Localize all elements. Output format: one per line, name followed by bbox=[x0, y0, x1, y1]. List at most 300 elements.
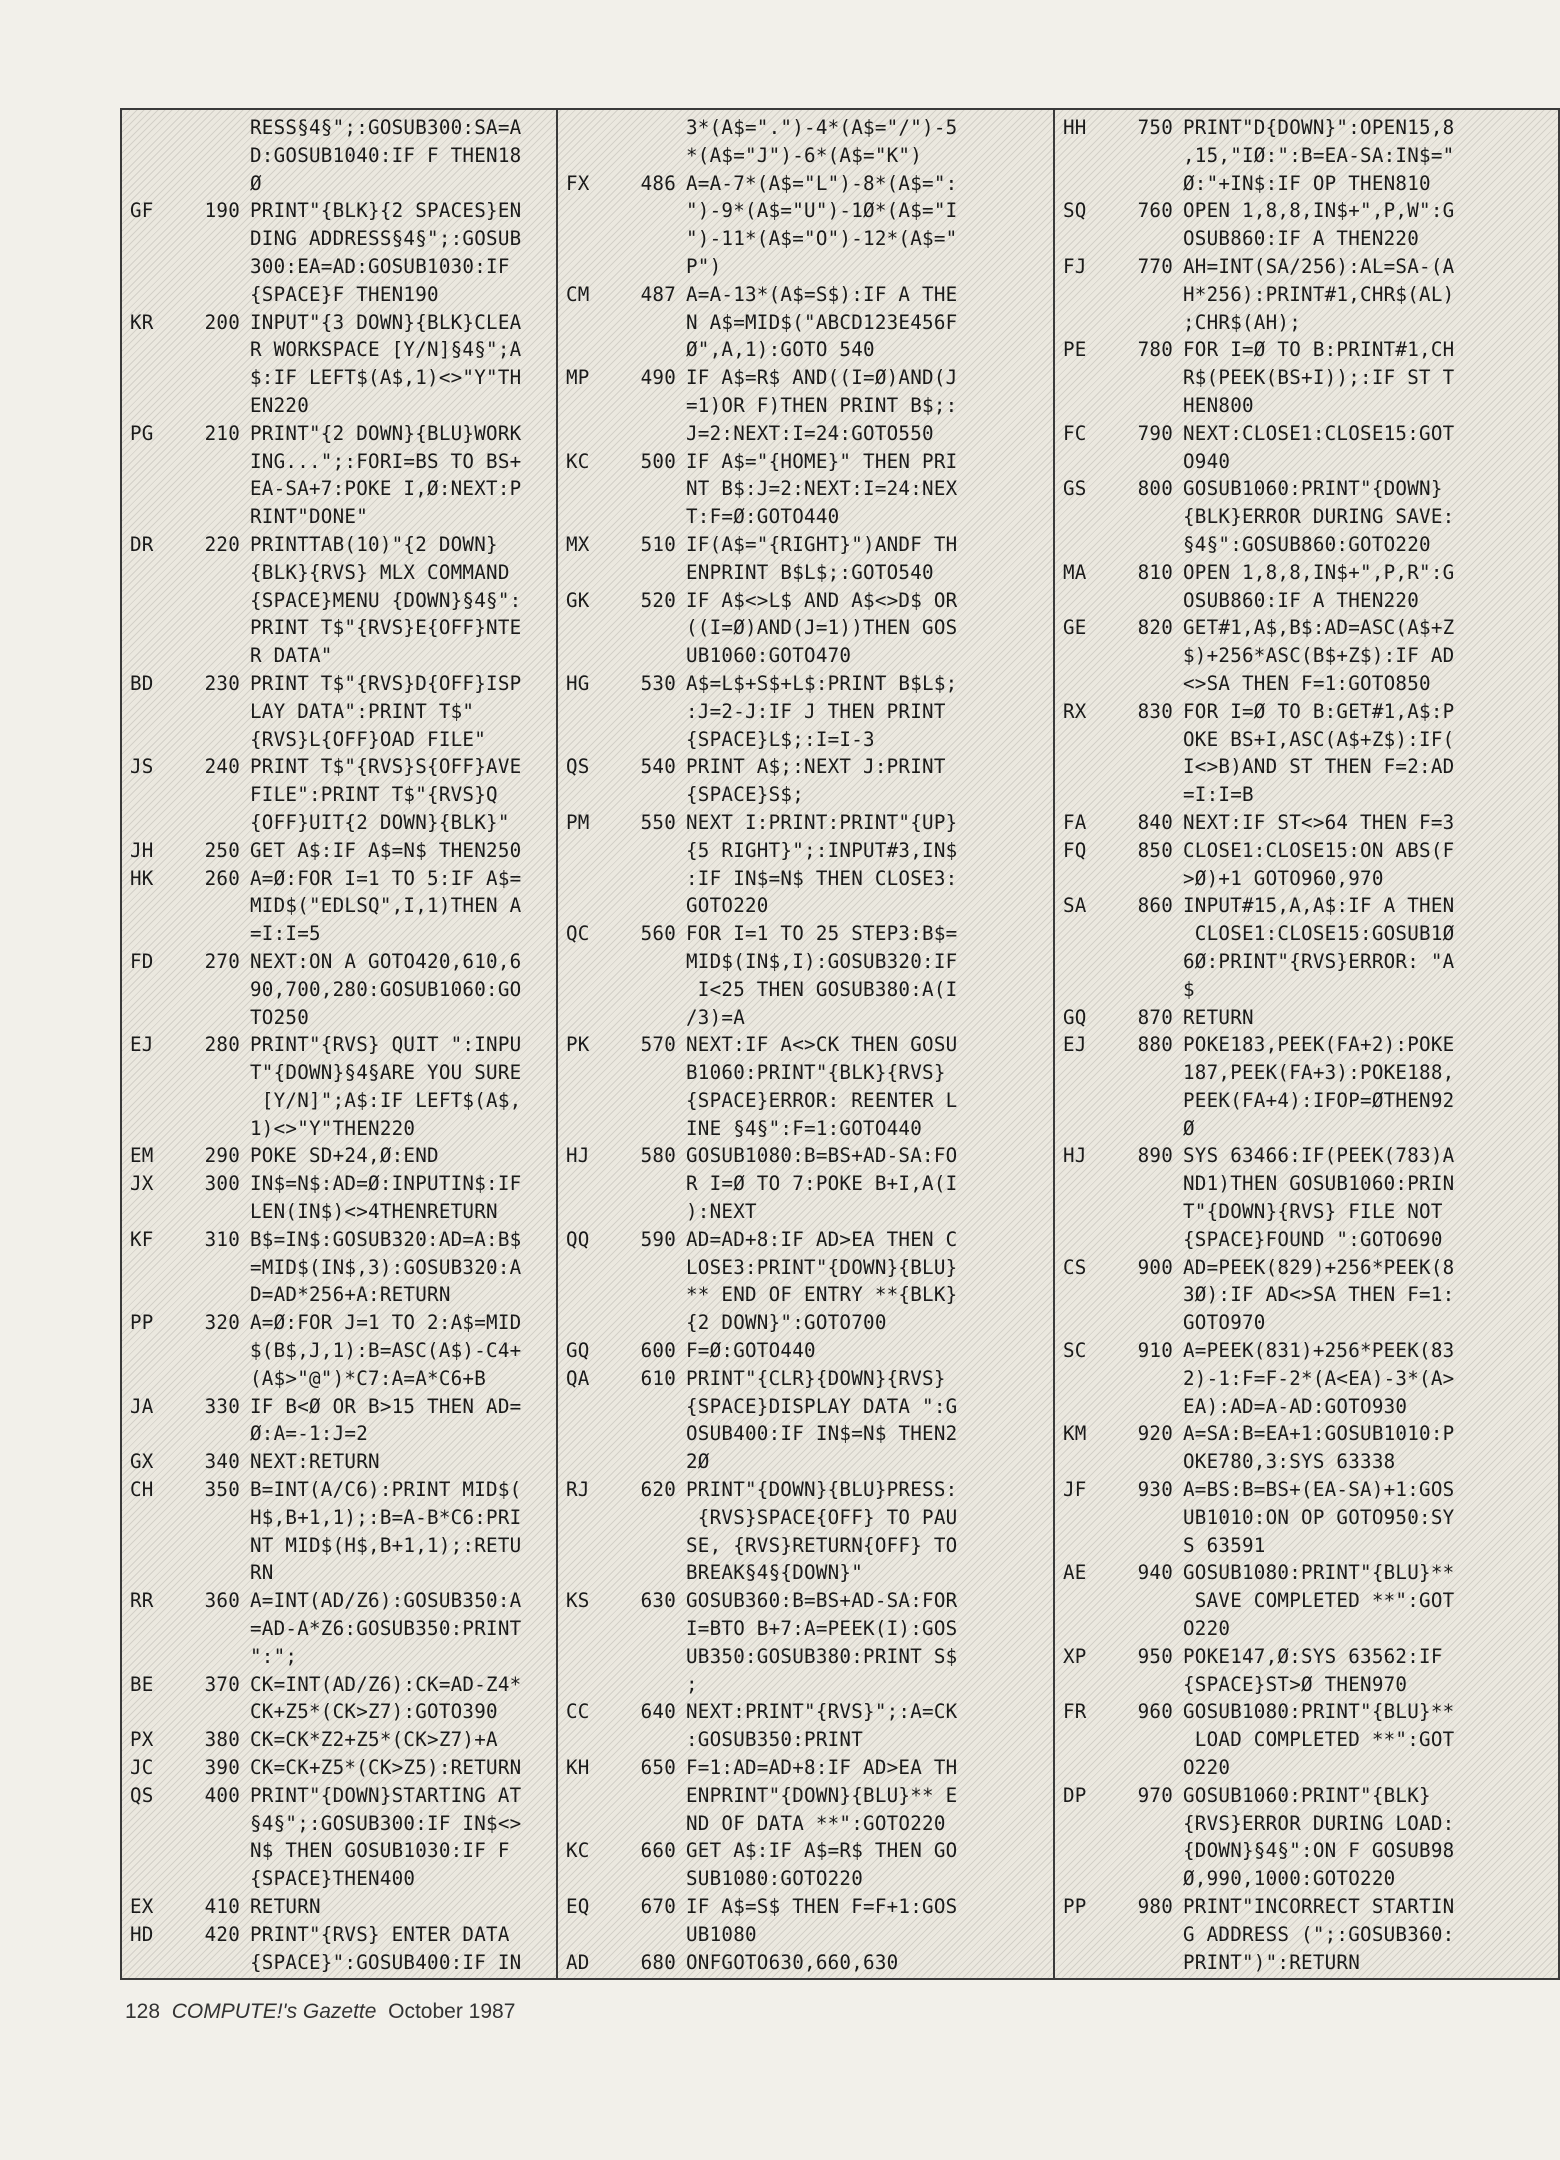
code-text-line: ")-11*(A$="O")-12*(A$=" bbox=[686, 227, 958, 251]
line-number: 650 bbox=[640, 1756, 676, 1780]
code-text-line: :GOSUB350:PRINT bbox=[686, 1728, 864, 1752]
checksum-code: GF bbox=[130, 199, 154, 223]
code-text-line: UB350:GOSUB380:PRINT S$ bbox=[686, 1644, 958, 1668]
line-number: 850 bbox=[1137, 838, 1173, 862]
code-text-line: R I=Ø TO 7:POKE B+I,A(I bbox=[686, 1172, 958, 1196]
line-number: 570 bbox=[640, 1033, 676, 1057]
line-number: 960 bbox=[1137, 1700, 1173, 1724]
code-text-line: PRINT"{BLK}{2 SPACES}EN bbox=[250, 199, 522, 223]
code-text-line: TO250 bbox=[250, 1005, 310, 1029]
line-number: 610 bbox=[640, 1366, 676, 1390]
code-text-line: $ bbox=[1183, 977, 1195, 1001]
code-text-line: ENPRINT"{DOWN}{BLU}** E bbox=[686, 1783, 958, 1807]
line-number: 500 bbox=[640, 449, 676, 473]
code-text-line: G ADDRESS (";:GOSUB360: bbox=[1183, 1922, 1455, 1946]
code-line bbox=[1061, 475, 1556, 558]
code-statement bbox=[250, 1782, 550, 1893]
code-text-line: S 63591 bbox=[1183, 1533, 1266, 1557]
code-text-line: ,15,"IØ:":B=EA-SA:IN$=" bbox=[1183, 143, 1455, 167]
checksum-code: GE bbox=[1063, 616, 1087, 640]
checksum-code: CH bbox=[130, 1478, 154, 1502]
code-text-line: {5 RIGHT}";:INPUT#3,IN$ bbox=[686, 838, 958, 862]
line-number: 520 bbox=[640, 588, 676, 612]
checksum-code: HD bbox=[130, 1922, 154, 1946]
code-line bbox=[564, 670, 1047, 753]
code-statement bbox=[1183, 1643, 1556, 1699]
line-number: 300 bbox=[204, 1172, 240, 1196]
code-text-line: I<>B)AND ST THEN F=2:AD bbox=[1183, 755, 1455, 779]
code-text-line: GET#1,A$,B$:AD=ASC(A$+Z bbox=[1183, 616, 1455, 640]
code-text-line: {SPACE}ERROR: REENTER L bbox=[686, 1088, 958, 1112]
code-text-line: A=SA:B=EA+1:GOSUB1010:P bbox=[1183, 1422, 1455, 1446]
code-text-line: IF A$<>L$ AND A$<>D$ OR bbox=[686, 588, 958, 612]
line-number bbox=[618, 1976, 686, 1980]
code-text-line: R DATA" bbox=[250, 644, 333, 668]
code-text-line: NEXT:CLOSE1:CLOSE15:GOT bbox=[1183, 421, 1455, 445]
code-text-line: ):NEXT bbox=[686, 1200, 757, 1224]
code-text-line: EN220 bbox=[250, 393, 310, 417]
checksum-code: JX bbox=[130, 1172, 154, 1196]
code-line bbox=[1061, 1559, 1556, 1642]
code-statement bbox=[250, 1726, 550, 1754]
code-line bbox=[1061, 559, 1556, 615]
line-number: 240 bbox=[204, 755, 240, 779]
checksum-code: GQ bbox=[566, 1339, 590, 1363]
code-text-line: {2 DOWN}":GOTO700 bbox=[686, 1311, 887, 1335]
code-statement bbox=[686, 1754, 1047, 1837]
code-statement bbox=[1183, 1476, 1556, 1559]
code-text-line: F=Ø:GOTO440 bbox=[686, 1339, 816, 1363]
code-text-line: {RVS}L{OFF}OAD FILE" bbox=[250, 727, 487, 751]
code-text-line: OSUB400:IF IN$=N$ THEN2 bbox=[686, 1422, 958, 1446]
code-text-line: SE, {RVS}RETURN{OFF} TO bbox=[686, 1533, 958, 1557]
checksum-code: RX bbox=[1063, 699, 1087, 723]
code-statement bbox=[686, 920, 1047, 1031]
code-text-line: POKE183,PEEK(FA+2):POKE bbox=[1183, 1033, 1455, 1057]
code-text-line: HEN800 bbox=[1183, 393, 1254, 417]
code-statement bbox=[250, 1476, 550, 1587]
code-text-line: PRINT"{2 DOWN}{BLU}WORK bbox=[250, 421, 522, 445]
line-number: 260 bbox=[204, 866, 240, 890]
code-line bbox=[128, 1587, 550, 1670]
code-text-line: RETURN bbox=[250, 1895, 321, 1918]
code-statement bbox=[1183, 1004, 1556, 1032]
code-text-line: GOSUB1060:PRINT"{BLK} bbox=[1183, 1783, 1431, 1807]
code-line bbox=[128, 197, 550, 308]
code-line bbox=[128, 948, 550, 1031]
line-number: 680 bbox=[640, 1950, 676, 1974]
code-text-line: $(B$,J,1):B=ASC(A$)-C4+ bbox=[250, 1339, 522, 1363]
line-number: 920 bbox=[1137, 1422, 1173, 1446]
code-text-line: LOAD COMPLETED **":GOT bbox=[1183, 1728, 1455, 1752]
code-text-line: H*256):PRINT#1,CHR$(AL) bbox=[1183, 282, 1455, 306]
code-statement bbox=[1183, 1782, 1556, 1893]
line-number: 487 bbox=[640, 282, 676, 306]
checksum-code: MA bbox=[1063, 560, 1087, 584]
code-text-line: GOTO220 bbox=[686, 894, 769, 918]
code-line bbox=[1061, 837, 1556, 893]
code-text-line: 3*(A$=".")-4*(A$="/")-5 bbox=[686, 116, 958, 139]
code-text-line: $:IF LEFT$(A$,1)<>"Y"TH bbox=[250, 366, 522, 390]
checksum-code: PP bbox=[130, 1311, 154, 1335]
code-statement bbox=[250, 1921, 550, 1980]
code-text-line: {OFF}UIT{2 DOWN}{BLK}" bbox=[250, 810, 510, 834]
code-text-line: UB1010:ON OP GOTO950:SY bbox=[1183, 1505, 1455, 1529]
code-statement bbox=[686, 1976, 1047, 1980]
checksum-code: FA bbox=[1063, 810, 1087, 834]
code-line bbox=[128, 531, 550, 670]
line-number: 820 bbox=[1137, 616, 1173, 640]
line-number: 660 bbox=[640, 1839, 676, 1863]
code-text-line: {SPACE}F THEN190 bbox=[250, 282, 439, 306]
code-text-line: J=2:NEXT:I=24:GOTO550 bbox=[686, 421, 934, 445]
code-text-line: D=AD*256+A:RETURN bbox=[250, 1283, 451, 1307]
code-text-line: PRINTTAB(10)"{2 DOWN} bbox=[250, 532, 498, 556]
checksum-code: KF bbox=[130, 1227, 154, 1251]
line-number: 190 bbox=[204, 199, 240, 223]
listing-column-3 bbox=[1053, 110, 1560, 1980]
line-number: 810 bbox=[1137, 560, 1173, 584]
code-line bbox=[128, 1671, 550, 1727]
checksum-code: KC bbox=[566, 1839, 590, 1863]
line-number: 870 bbox=[1137, 1005, 1173, 1029]
code-line bbox=[128, 1170, 550, 1226]
code-text-line: :J=2-J:IF J THEN PRINT bbox=[686, 699, 946, 723]
code-text-line: Ø bbox=[250, 171, 262, 195]
code-text-line: {SPACE}ST>Ø THEN970 bbox=[1183, 1672, 1408, 1696]
code-statement bbox=[1183, 1976, 1556, 1980]
code-statement bbox=[686, 1837, 1047, 1893]
code-text-line: ENPRINT B$L$;:GOTO540 bbox=[686, 560, 934, 584]
checksum-code: EJ bbox=[130, 1033, 154, 1057]
checksum-code: EJ bbox=[1063, 1033, 1087, 1057]
code-statement bbox=[1183, 336, 1556, 419]
code-line bbox=[128, 1726, 550, 1754]
code-statement bbox=[1183, 1142, 1556, 1253]
code-line bbox=[128, 1226, 550, 1309]
code-statement bbox=[686, 1031, 1047, 1142]
code-text-line: $)+256*ASC(B$+Z$):IF AD bbox=[1183, 644, 1455, 668]
line-number: 980 bbox=[1137, 1895, 1173, 1918]
code-line bbox=[1061, 614, 1556, 697]
code-text-line: SUB1080:GOTO220 bbox=[686, 1867, 864, 1891]
code-line bbox=[128, 670, 550, 753]
code-statement bbox=[250, 1587, 550, 1670]
code-statement bbox=[1183, 559, 1556, 615]
code-text-line: R$(PEEK(BS+I));:IF ST T bbox=[1183, 366, 1455, 390]
line-number: 360 bbox=[204, 1589, 240, 1613]
code-text-line: N$ THEN GOSUB1030:IF F bbox=[250, 1839, 510, 1863]
code-text-line: N A$=MID$("ABCD123E456F bbox=[686, 310, 958, 334]
checksum-code: CS bbox=[1063, 1255, 1087, 1279]
checksum-code: FC bbox=[1063, 421, 1087, 445]
code-text-line: PRINT T$"{RVS}D{OFF}ISP bbox=[250, 671, 522, 695]
checksum-code: HG bbox=[566, 671, 590, 695]
code-line bbox=[564, 920, 1047, 1031]
code-statement bbox=[250, 1226, 550, 1309]
line-number: 250 bbox=[204, 838, 240, 862]
code-text-line: O940 bbox=[1183, 449, 1231, 473]
code-statement bbox=[250, 1671, 550, 1727]
code-text-line: RINT"DONE" bbox=[250, 505, 369, 529]
code-text-line: (A$>"@")*C7:A=A*C6+B bbox=[250, 1366, 487, 1390]
code-text-line: 187,PEEK(FA+3):POKE188, bbox=[1183, 1061, 1455, 1085]
code-text-line: GET A$:IF A$=N$ THEN250 bbox=[250, 838, 522, 862]
checksum-code: SA bbox=[1063, 894, 1087, 918]
code-statement bbox=[250, 420, 550, 531]
code-text-line: PRINT T$"{RVS}E{OFF}NTE bbox=[250, 616, 522, 640]
code-text-line: PRINT"{RVS} ENTER DATA bbox=[250, 1922, 510, 1946]
code-statement bbox=[1183, 1698, 1556, 1781]
code-text-line: IF A$="{HOME}" THEN PRI bbox=[686, 449, 958, 473]
line-number: 550 bbox=[640, 810, 676, 834]
code-line bbox=[564, 114, 1047, 170]
code-text-line: >Ø)+1 GOTO960,970 bbox=[1183, 866, 1384, 890]
code-text-line: PRINT"{RVS} QUIT ":INPU bbox=[250, 1033, 522, 1057]
code-text-line: AD=PEEK(829)+256*PEEK(8 bbox=[1183, 1255, 1455, 1279]
code-text-line: =AD-A*Z6:GOSUB350:PRINT bbox=[250, 1617, 522, 1641]
code-text-line: PRINT"INCORRECT STARTIN bbox=[1183, 1895, 1455, 1918]
checksum-code: JF bbox=[1063, 1478, 1087, 1502]
line-number: 860 bbox=[1137, 894, 1173, 918]
line-number: 580 bbox=[640, 1144, 676, 1168]
checksum-code: QS bbox=[130, 1783, 154, 1807]
line-number bbox=[1115, 1976, 1183, 1980]
code-text-line: Ø",A,1):GOTO 540 bbox=[686, 338, 875, 362]
line-number: 390 bbox=[204, 1756, 240, 1780]
line-number: 400 bbox=[204, 1783, 240, 1807]
checksum-code: GQ bbox=[1063, 1005, 1087, 1029]
code-text-line: <>SA THEN F=1:GOTO850 bbox=[1183, 671, 1431, 695]
code-text-line: 1)<>"Y"THEN220 bbox=[250, 1116, 416, 1140]
checksum-code: FD bbox=[130, 949, 154, 973]
code-text-line: {SPACE}MENU {DOWN}§4§": bbox=[250, 588, 522, 612]
code-text-line: GOSUB1080:B=BS+AD-SA:FO bbox=[686, 1144, 958, 1168]
code-statement bbox=[686, 531, 1047, 587]
line-number: 486 bbox=[640, 171, 676, 195]
code-line bbox=[564, 1031, 1047, 1142]
code-statement bbox=[1183, 1254, 1556, 1337]
checksum-code: KM bbox=[1063, 1422, 1087, 1446]
code-statement bbox=[1183, 1337, 1556, 1420]
line-number: 320 bbox=[204, 1311, 240, 1335]
code-statement bbox=[1183, 1031, 1556, 1142]
code-line bbox=[128, 420, 550, 531]
code-statement bbox=[686, 1698, 1047, 1754]
code-text-line: CLOSE1:CLOSE15:ON ABS(F bbox=[1183, 838, 1455, 862]
code-text-line: INPUT#15,A,A$:IF A THEN bbox=[1183, 894, 1455, 918]
code-text-line: RETURN bbox=[1183, 1005, 1254, 1029]
code-line bbox=[564, 753, 1047, 809]
checksum-code: SQ bbox=[1063, 199, 1087, 223]
code-statement bbox=[686, 753, 1047, 809]
code-statement bbox=[686, 587, 1047, 670]
checksum-code: CM bbox=[566, 282, 590, 306]
code-statement bbox=[250, 837, 550, 865]
checksum-code: KH bbox=[566, 1756, 590, 1780]
code-text-line: FOR I=Ø TO B:PRINT#1,CH bbox=[1183, 338, 1455, 362]
code-text-line: LAY DATA":PRINT T$" bbox=[250, 699, 475, 723]
line-number: 780 bbox=[1137, 338, 1173, 362]
code-line bbox=[128, 1476, 550, 1587]
line-number: 290 bbox=[204, 1144, 240, 1168]
code-text-line: A$=L$+S$+L$:PRINT B$L$; bbox=[686, 671, 958, 695]
code-text-line: I<25 THEN GOSUB380:A(I bbox=[686, 977, 958, 1001]
code-line bbox=[1061, 336, 1556, 419]
code-text-line: GOSUB1080:PRINT"{BLU}** bbox=[1183, 1700, 1455, 1724]
code-text-line: 300:EA=AD:GOSUB1030:IF bbox=[250, 254, 510, 278]
code-line bbox=[564, 1893, 1047, 1949]
code-statement bbox=[1183, 837, 1556, 893]
code-statement bbox=[1183, 197, 1556, 253]
code-line bbox=[564, 1365, 1047, 1476]
program-listing bbox=[120, 108, 1560, 1980]
code-statement bbox=[250, 1393, 550, 1449]
code-statement bbox=[1183, 892, 1556, 1003]
code-text-line: /3)=A bbox=[686, 1005, 746, 1029]
line-number: 800 bbox=[1137, 477, 1173, 501]
code-text-line: CK+Z5*(CK>Z7):GOTO390 bbox=[250, 1700, 498, 1724]
code-text-line: OSUB860:IF A THEN220 bbox=[1183, 588, 1420, 612]
code-text-line: OKE780,3:SYS 63338 bbox=[1183, 1450, 1396, 1474]
line-number: 760 bbox=[1137, 199, 1173, 223]
code-statement bbox=[686, 1226, 1047, 1337]
code-statement bbox=[686, 1337, 1047, 1365]
code-text-line: 6Ø:PRINT"{RVS}ERROR: "A bbox=[1183, 949, 1455, 973]
code-text-line: 3Ø):IF AD<>SA THEN F=1: bbox=[1183, 1283, 1455, 1307]
code-line bbox=[1061, 1420, 1556, 1476]
line-number: 890 bbox=[1137, 1144, 1173, 1168]
code-statement bbox=[250, 197, 550, 308]
code-statement bbox=[250, 531, 550, 670]
code-line bbox=[1061, 1643, 1556, 1699]
code-text-line: 2)-1:F=F-2*(A<EA)-3*(A> bbox=[1183, 1366, 1455, 1390]
code-text-line: GET A$:IF A$=R$ THEN GO bbox=[686, 1839, 958, 1863]
line-number: 280 bbox=[204, 1033, 240, 1057]
code-text-line: H$,B+1,1);:B=A-B*C6:PRI bbox=[250, 1505, 522, 1529]
code-text-line: B$=IN$:GOSUB320:AD=A:B$ bbox=[250, 1227, 522, 1251]
code-text-line: {RVS}ERROR DURING LOAD: bbox=[1183, 1811, 1455, 1835]
line-number: 830 bbox=[1137, 699, 1173, 723]
checksum-code: PX bbox=[130, 1728, 154, 1752]
code-text-line: ; bbox=[686, 1672, 698, 1696]
code-text-line: {SPACE}DISPLAY DATA ":G bbox=[686, 1394, 958, 1418]
code-line bbox=[1061, 1782, 1556, 1893]
code-line bbox=[1061, 698, 1556, 809]
checksum-code: DP bbox=[1063, 1783, 1087, 1807]
checksum-code: GS bbox=[1063, 477, 1087, 501]
code-text-line: [Y/N]";A$:IF LEFT$(A$, bbox=[250, 1088, 522, 1112]
code-line bbox=[1061, 197, 1556, 253]
code-text-line: ND OF DATA **":GOTO220 bbox=[686, 1811, 946, 1835]
code-line bbox=[564, 1976, 1047, 1980]
code-text-line: ":"; bbox=[250, 1644, 298, 1668]
code-text-line: {SPACE}L$;:I=I-3 bbox=[686, 727, 875, 751]
code-line bbox=[128, 837, 550, 865]
code-text-line: CLOSE1:CLOSE15:GOSUB1Ø bbox=[1183, 922, 1455, 946]
code-statement bbox=[250, 1309, 550, 1392]
code-line bbox=[128, 309, 550, 420]
code-statement bbox=[250, 753, 550, 836]
code-text-line bbox=[250, 1976, 550, 1980]
checksum-code bbox=[1061, 1976, 1115, 1980]
code-text-line: CK=CK+Z5*(CK>Z5):RETURN bbox=[250, 1756, 522, 1780]
code-text-line: FOR I=Ø TO B:GET#1,A$:P bbox=[1183, 699, 1455, 723]
checksum-code: PK bbox=[566, 1033, 590, 1057]
code-text-line: NEXT:IF ST<>64 THEN F=3 bbox=[1183, 810, 1455, 834]
code-text-line: IF B<Ø OR B>15 THEN AD= bbox=[250, 1394, 522, 1418]
checksum-code: GK bbox=[566, 588, 590, 612]
code-text-line: NEXT:IF A<>CK THEN GOSU bbox=[686, 1033, 958, 1057]
code-text-line: 90,700,280:GOSUB1060:GO bbox=[250, 977, 522, 1001]
code-text-line: {BLK}ERROR DURING SAVE: bbox=[1183, 505, 1455, 529]
code-text-line: Ø:A=-1:J=2 bbox=[250, 1422, 369, 1446]
code-text-line: PRINT A$;:NEXT J:PRINT bbox=[686, 755, 946, 779]
checksum-code: QC bbox=[566, 922, 590, 946]
code-text-line: ING...";:FORI=BS TO BS+ bbox=[250, 449, 522, 473]
line-number: 950 bbox=[1137, 1644, 1173, 1668]
code-text-line: CK=INT(AD/Z6):CK=AD-Z4* bbox=[250, 1672, 522, 1696]
code-statement bbox=[1183, 698, 1556, 809]
code-line bbox=[564, 587, 1047, 670]
checksum-code: CC bbox=[566, 1700, 590, 1724]
code-statement bbox=[1183, 614, 1556, 697]
line-number: 510 bbox=[640, 532, 676, 556]
checksum-code: RR bbox=[130, 1589, 154, 1613]
checksum-code: EQ bbox=[566, 1895, 590, 1918]
code-text-line: MID$(IN$,I):GOSUB320:IF bbox=[686, 949, 958, 973]
checksum-code: KS bbox=[566, 1589, 590, 1613]
checksum-code: HJ bbox=[1063, 1144, 1087, 1168]
code-text-line: R WORKSPACE [Y/N]§4§";A bbox=[250, 338, 522, 362]
line-number: 410 bbox=[204, 1895, 240, 1918]
code-text-line: A=INT(AD/Z6):GOSUB350:A bbox=[250, 1589, 522, 1613]
code-text-line bbox=[686, 1976, 1047, 1980]
line-number: 330 bbox=[204, 1394, 240, 1418]
code-text-line: NT B$:J=2:NEXT:I=24:NEX bbox=[686, 477, 958, 501]
code-line bbox=[1061, 809, 1556, 837]
line-number: 560 bbox=[640, 922, 676, 946]
code-line bbox=[564, 1837, 1047, 1893]
line-number: 310 bbox=[204, 1227, 240, 1251]
checksum-code bbox=[564, 1976, 618, 1980]
code-text-line: Ø bbox=[1183, 1116, 1195, 1140]
code-text-line: NEXT I:PRINT:PRINT"{UP} bbox=[686, 810, 958, 834]
code-text-line: GOTO970 bbox=[1183, 1311, 1266, 1335]
line-number: 880 bbox=[1137, 1033, 1173, 1057]
code-text-line: LOSE3:PRINT"{DOWN}{BLU} bbox=[686, 1255, 958, 1279]
checksum-code: JS bbox=[130, 755, 154, 779]
checksum-code: BE bbox=[130, 1672, 154, 1696]
line-number: 900 bbox=[1137, 1255, 1173, 1279]
checksum-code: DR bbox=[130, 532, 154, 556]
code-line bbox=[1061, 1476, 1556, 1559]
code-line bbox=[564, 1698, 1047, 1754]
code-line bbox=[1061, 420, 1556, 476]
code-text-line: Ø,990,1000:GOTO220 bbox=[1183, 1867, 1396, 1891]
line-number: 590 bbox=[640, 1227, 676, 1251]
code-text-line: EA-SA+7:POKE I,Ø:NEXT:P bbox=[250, 477, 522, 501]
code-statement bbox=[686, 1476, 1047, 1587]
code-text-line: RN bbox=[250, 1561, 274, 1585]
checksum-code: JA bbox=[130, 1394, 154, 1418]
code-text-line: BREAK§4§{DOWN}" bbox=[686, 1561, 864, 1585]
code-text-line: NT MID$(H$,B+1,1);:RETU bbox=[250, 1533, 522, 1557]
line-number: 790 bbox=[1137, 421, 1173, 445]
code-text-line: T"{DOWN}{RVS} FILE NOT bbox=[1183, 1200, 1443, 1224]
checksum-code: EX bbox=[130, 1895, 154, 1918]
code-text-line: A=Ø:FOR I=1 TO 5:IF A$= bbox=[250, 866, 522, 890]
